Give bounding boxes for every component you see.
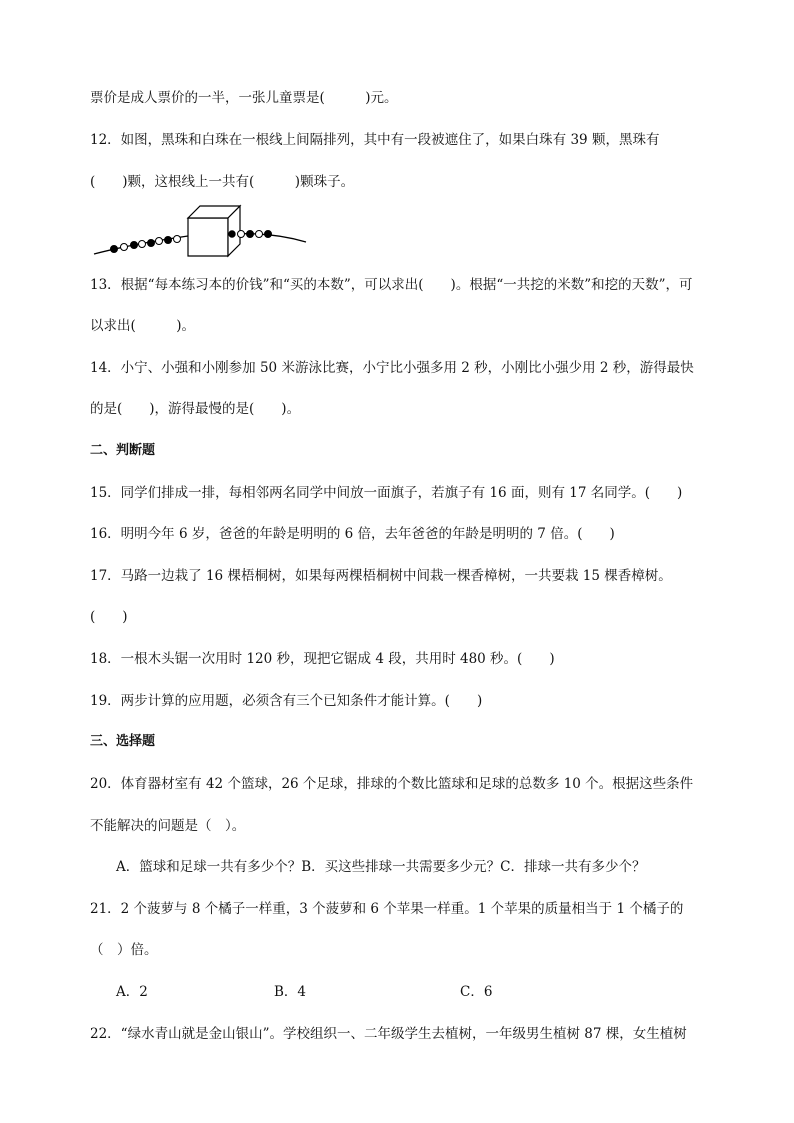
q20-options: A．篮球和足球一共有多少个？B．买这些排球一共需要多少元？C．排球一共有多少个？ <box>116 859 646 875</box>
q21-line2: （ ）倍。 <box>90 942 158 958</box>
q12-line1: 12．如图，黑珠和白珠在一根线上间隔排列，其中有一段被遮住了，如果白珠有 39 颗，黑珠有 <box>90 132 660 148</box>
q21-line1: 21．2 个菠萝与 8 个橘子一样重，3 个菠萝和 6 个苹果一样重。1 个苹果的质量相当于 1 个橘子的 <box>90 901 684 917</box>
q17-line2: ( ) <box>90 609 128 625</box>
beads-left <box>111 236 181 253</box>
q15: 15．同学们排成一排，每相邻两名同学中间放一面旗子，若旗子有 16 面，则有 17 名同学。( ) <box>90 485 683 501</box>
q21-option-c: C．6 <box>460 984 493 1000</box>
q20-line1: 20．体育器材室有 42 个篮球，26 个足球，排球的个数比篮球和足球的总数多 10 个。根据这些条件 <box>90 776 694 792</box>
q11-continuation: 票价是成人票价的一半，一张儿童票是( )元。 <box>90 90 398 106</box>
bead-string-figure <box>92 198 312 260</box>
q21-option-a: A．2 <box>116 984 148 1000</box>
q13-line1: 13．根据“每本练习本的价钱”和“买的本数”，可以求出( )。根据“一共挖的米数”和挖的天数”，可 <box>90 277 693 293</box>
q14-line2: 的是( )，游得最慢的是( )。 <box>90 401 301 417</box>
q16: 16．明明今年 6 岁，爸爸的年龄是明明的 6 倍，去年爸爸的年龄是明明的 7 倍。( ) <box>90 526 615 542</box>
section-true-false-heading: 二、判断题 <box>90 443 156 458</box>
q18: 18．一根木头锯一次用时 120 秒，现把它锯成 4 段，共用时 480 秒。( ) <box>90 651 555 667</box>
q22-line1: 22．“绿水青山就是金山银山”。学校组织一、二年级学生去植树，一年级男生植树 87 棵，女生植树 <box>90 1026 687 1042</box>
q14-line1: 14．小宁、小强和小刚参加 50 米游泳比赛，小宁比小强多用 2 秒，小刚比小强少用 2 秒，游得最快 <box>90 360 694 376</box>
q20-line2: 不能解决的问题是（ ）。 <box>90 818 246 834</box>
q17-line1: 17．马路一边栽了 16 棵梧桐树，如果每两棵梧桐树中间栽一棵香樟树，一共要栽 15 棵香樟树。 <box>90 568 672 584</box>
q21-option-b: B．4 <box>274 984 307 1000</box>
q12-line2: ( )颗，这根线上一共有( )颗珠子。 <box>90 174 355 190</box>
section-choice-heading: 三、选择题 <box>90 734 156 749</box>
q13-line2: 以求出( )。 <box>90 318 196 334</box>
q19: 19．两步计算的应用题，必须含有三个已知条件才能计算。( ) <box>90 693 483 709</box>
